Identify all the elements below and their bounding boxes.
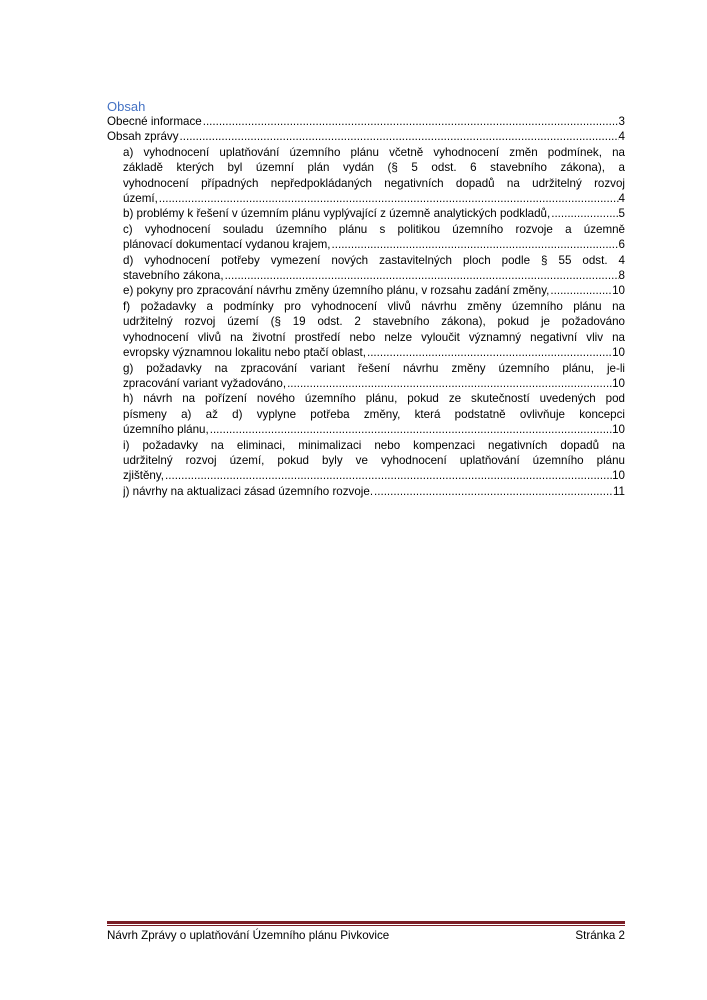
toc-entry[interactable] bbox=[107, 145, 625, 207]
toc-entry-text: b) problémy k řešení v územním plánu vyplývající z územně analytických podkladů, bbox=[123, 207, 551, 221]
toc-entry[interactable] bbox=[107, 283, 625, 298]
toc-entry-text: f) požadavky a podmínky pro vyhodnocení vlivů návrhu změny územního plánu na bbox=[123, 299, 625, 313]
toc-page-number: 6 bbox=[618, 238, 625, 252]
toc-entry-text: základě kterých byl územní plán vydán (§ 5 odst. 6 stavebního zákona), a bbox=[123, 161, 625, 175]
toc-entry-text: územního plánu, bbox=[123, 423, 209, 437]
toc-entry-text: i) požadavky na eliminaci, minimalizaci nebo kompenzaci negativních dopadů na bbox=[123, 438, 625, 452]
toc-page-number: 3 bbox=[618, 115, 625, 128]
toc-entry-text: vyhodnocení případných nepředpokládaných negativních dopadů na udržitelný rozvoj bbox=[123, 176, 625, 190]
toc-entry-text: j) návrhy na aktualizaci zásad územního rozvoje. bbox=[123, 484, 374, 498]
toc-leader-dots bbox=[549, 283, 612, 298]
table-of-contents bbox=[107, 114, 625, 499]
toc-entry[interactable] bbox=[107, 129, 625, 144]
toc-entry-text: písmeny a) až d) vyplyne potřeba změny, která podstatně ovlivňuje koncepci bbox=[123, 407, 625, 421]
toc-entry-text: evropsky významnou lokalitu nebo ptačí oblast, bbox=[123, 346, 366, 360]
footer-rule-thin bbox=[107, 925, 625, 926]
footer-rule-thick bbox=[107, 921, 625, 924]
toc-entry-text: h) návrh na pořízení nového územního plánu, pokud ze skutečností uvedených pod bbox=[123, 392, 625, 406]
toc-entry-text: a) vyhodnocení uplatňování územního plánu včetně vyhodnocení změn podmínek, na bbox=[123, 145, 625, 159]
toc-page-number: 10 bbox=[612, 346, 625, 360]
toc-entry-text: vyhodnocení vlivů na životní prostředí nebo nelze vyloučit významný negativní vliv na bbox=[123, 330, 625, 344]
toc-entry-text: Obsah zprávy bbox=[107, 130, 179, 144]
toc-entry[interactable] bbox=[107, 361, 625, 392]
toc-leader-dots bbox=[373, 484, 613, 499]
toc-page-number: 8 bbox=[618, 269, 625, 283]
toc-leader-dots bbox=[550, 206, 618, 221]
toc-leader-dots bbox=[164, 468, 612, 483]
toc-page-number: 10 bbox=[612, 376, 625, 390]
toc-entry[interactable] bbox=[107, 114, 625, 129]
toc-entry-text: e) pokyny pro zpracování návrhu změny územního plánu, v rozsahu zadání změny, bbox=[123, 284, 550, 298]
toc-page-number: 4 bbox=[618, 192, 625, 206]
toc-leader-dots bbox=[331, 237, 619, 252]
toc-entry-text: udržitelný rozvoj území, pokud byly ve vyhodnocení uplatňování územního plánu bbox=[123, 453, 625, 467]
toc-entry-text: stavebního zákona, bbox=[123, 269, 224, 283]
toc-entry-text: d) vyhodnocení potřeby vymezení nových zastavitelných ploch podle § 55 odst. 4 bbox=[123, 253, 625, 267]
toc-entry-text: c) vyhodnocení souladu územního plánu s politikou územního rozvoje a územně bbox=[123, 222, 625, 236]
toc-page-number: 5 bbox=[618, 207, 625, 221]
footer-page-number: Stránka 2 bbox=[575, 929, 625, 942]
toc-leader-dots bbox=[209, 422, 612, 437]
footer-document-title: Návrh Zprávy o uplatňování Územního plánu Pivkovice bbox=[107, 929, 390, 942]
toc-entry-text: udržitelný rozvoj území (§ 19 odst. 2 stavebního zákona), pokud je požadováno bbox=[123, 315, 625, 329]
toc-entry[interactable] bbox=[107, 484, 625, 499]
toc-entry-text: území, bbox=[123, 192, 158, 206]
toc-leader-dots bbox=[224, 268, 619, 283]
toc-page-number: 10 bbox=[612, 423, 625, 437]
toc-heading: Obsah bbox=[107, 99, 146, 114]
toc-leader-dots bbox=[202, 114, 619, 129]
toc-entry[interactable] bbox=[107, 438, 625, 484]
toc-page-number: 10 bbox=[612, 469, 625, 483]
toc-leader-dots bbox=[158, 191, 619, 206]
toc-page-number: 4 bbox=[618, 130, 625, 144]
toc-leader-dots bbox=[366, 345, 612, 360]
toc-leader-dots bbox=[179, 129, 619, 144]
toc-entry[interactable] bbox=[107, 222, 625, 253]
toc-entry[interactable] bbox=[107, 253, 625, 284]
toc-page-number: 10 bbox=[612, 284, 625, 298]
toc-entry-text: zjištěny, bbox=[123, 469, 165, 483]
toc-entry-text: plánovací dokumentací vydanou krajem, bbox=[123, 238, 331, 252]
toc-entry-text: zpracování variant vyžadováno, bbox=[123, 376, 287, 390]
toc-entry[interactable] bbox=[107, 299, 625, 361]
toc-entry[interactable] bbox=[107, 391, 625, 437]
toc-entry-text: Obecné informace bbox=[107, 115, 202, 128]
toc-entry[interactable] bbox=[107, 206, 625, 221]
toc-entry-text: g) požadavky na zpracování variant řešení návrhu změny územního plánu, je-li bbox=[123, 361, 625, 375]
toc-leader-dots bbox=[286, 376, 612, 391]
toc-page-number: 11 bbox=[612, 484, 625, 498]
